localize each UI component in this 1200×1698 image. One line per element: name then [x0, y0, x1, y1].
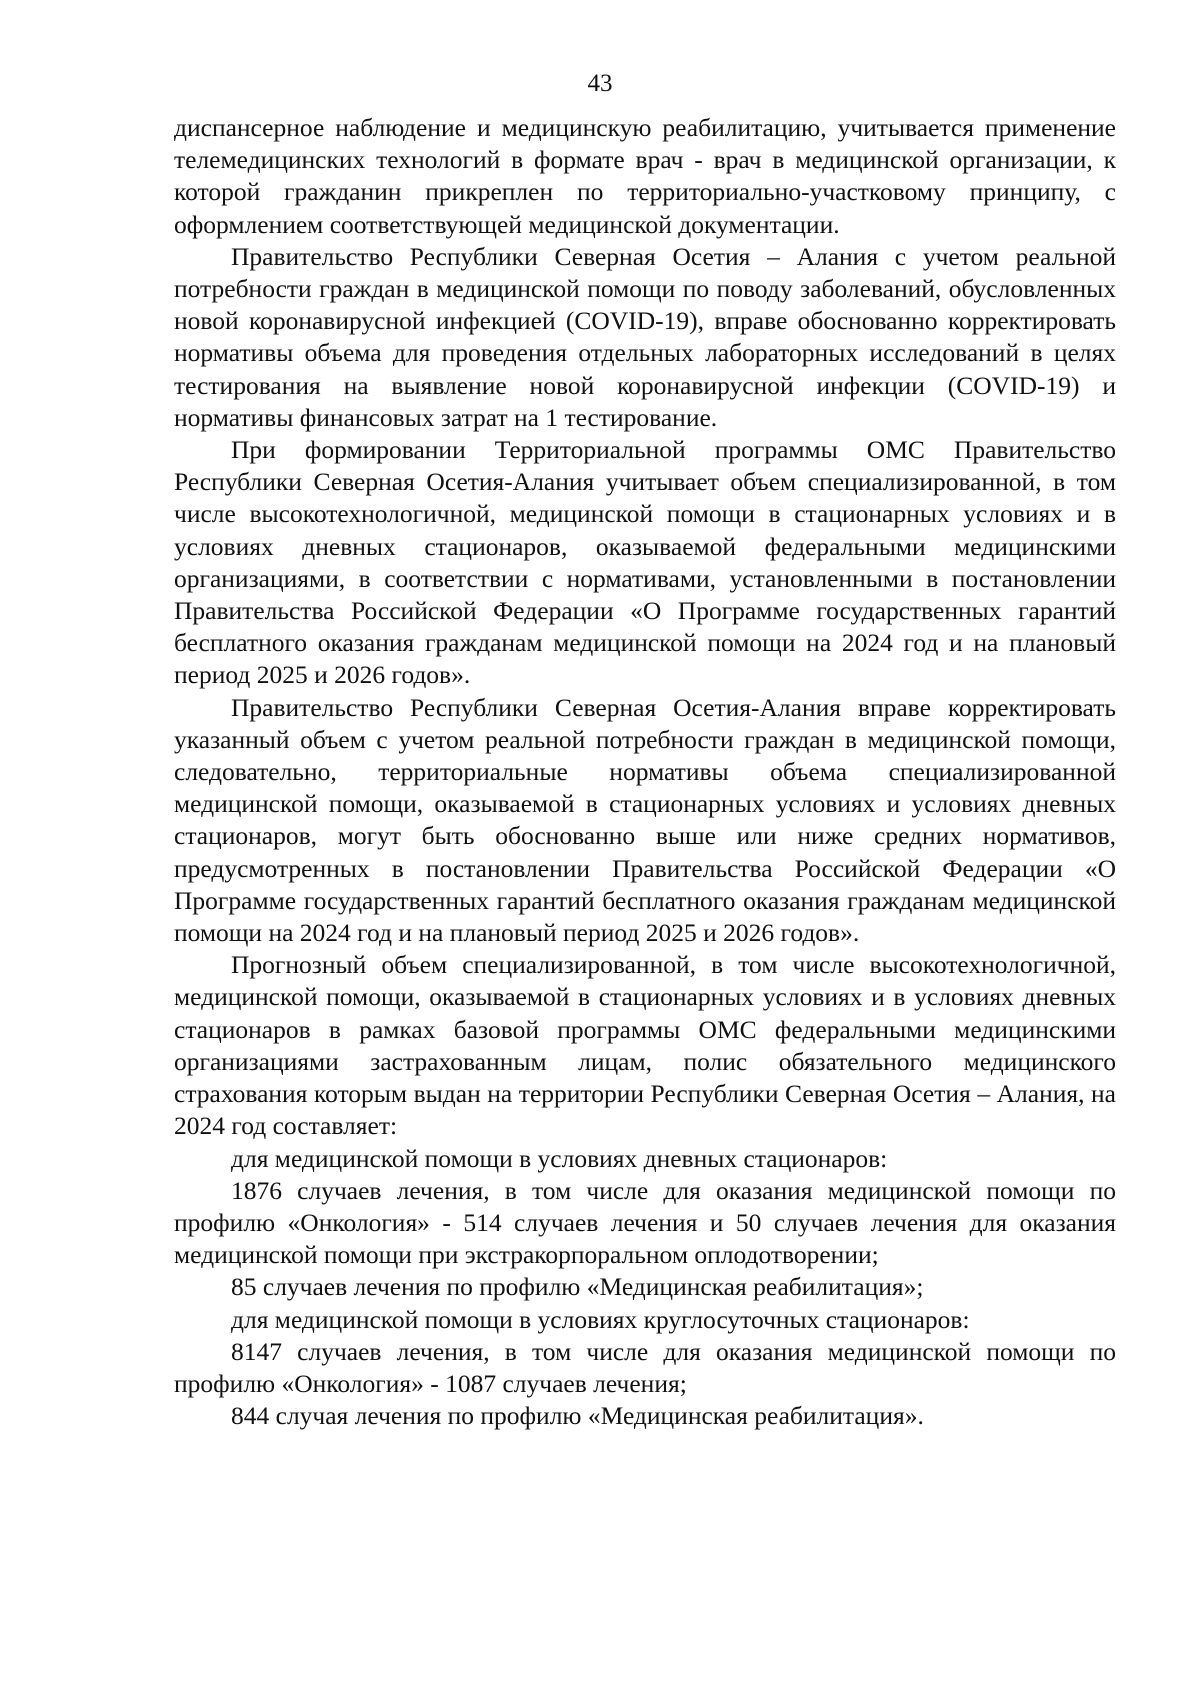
- list-item-round-clock-heading: для медицинской помощи в условиях круглосуточных стационаров:: [231, 1304, 970, 1334]
- paragraph-federal-organizations: При формировании Территориальной программы ОМС Правительство Республики Северная Осетия-Алания учитывает объем специализированной, в том числе высокотехнологичной, медицинской помощи в стационарных условиях и в условиях дневных стационаров, оказываемой федеральными медицинскими организациями, в соответствии с нормативами, установленными в постановлении Правительства Российской Федерации «О Программе государственных гарантий бесплатного оказания гражданам медицинской помощи на 2024 год и на плановый период 2025 и 2026 годов».: [174, 435, 1116, 690]
- document-body: [174, 112, 1116, 1432]
- paragraph-volume-correction: Правительство Республики Северная Осетия-Алания вправе корректировать указанный объем с учетом реальной потребности граждан в медицинской помощи, следовательно, территориальные нормативы объема специализированной медицинской помощи, оказываемой в стационарных условиях и условиях дневных стационаров, могут быть обоснованно выше или ниже средних нормативов, предусмотренных в постановлении Правительства Российской Федерации «О Программе государственных гарантий бесплатного оказания гражданам медицинской помощи на 2024 год и на плановый период 2025 и 2026 годов».: [174, 692, 1116, 948]
- list-item-day-hospitals-cases: 1876 случаев лечения, в том числе для оказания медицинской помощи по профилю «Онкология» - 514 случаев лечения и 50 случаев лечения для оказания медицинской помощи при экстракорпоральном оплодотворении;: [174, 1175, 1116, 1270]
- list-item-round-clock-rehab: 844 случая лечения по профилю «Медицинская реабилитация».: [231, 1401, 924, 1431]
- list-item-day-hospitals-rehab: 85 случаев лечения по профилю «Медицинская реабилитация»;: [231, 1272, 924, 1302]
- page-number: 43: [587, 70, 613, 97]
- list-item-day-hospitals-heading: для медицинской помощи в условиях дневных стационаров:: [231, 1143, 888, 1173]
- paragraph-forecast-volume: Прогнозный объем специализированной, в том числе высокотехнологичной, медицинской помощи, оказываемой в стационарных условиях и в условиях дневных стационаров в рамках базовой программы ОМС федеральными медицинскими организациями застрахованным лицам, полис обязательного медицинского страхования которым выдан на территории Республики Северная Осетия – Алания, на 2024 год составляет:: [174, 950, 1116, 1141]
- list-item-round-clock-cases: 8147 случаев лечения, в том числе для оказания медицинской помощи по профилю «Онкология» - 1087 случаев лечения;: [174, 1336, 1116, 1398]
- paragraph-covid-norms: Правительство Республики Северная Осетия – Алания с учетом реальной потребности граждан в медицинской помощи по поводу заболеваний, обусловленных новой коронавирусной инфекцией (COVID-19), вправе обоснованно корректировать нормативы объема для проведения отдельных лабораторных исследований в целях тестирования на выявление новой коронавирусной инфекции (COVID-19) и нормативы финансовых затрат на 1 тестирование.: [174, 241, 1116, 432]
- paragraph-continuation: диспансерное наблюдение и медицинскую реабилитацию, учитывается применение телемедицинских технологий в формате врач - врач в медицинской организации, к которой гражданин прикреплен по территориально-участковому принципу, с оформлением соответствующей медицинской документации.: [174, 113, 1116, 239]
